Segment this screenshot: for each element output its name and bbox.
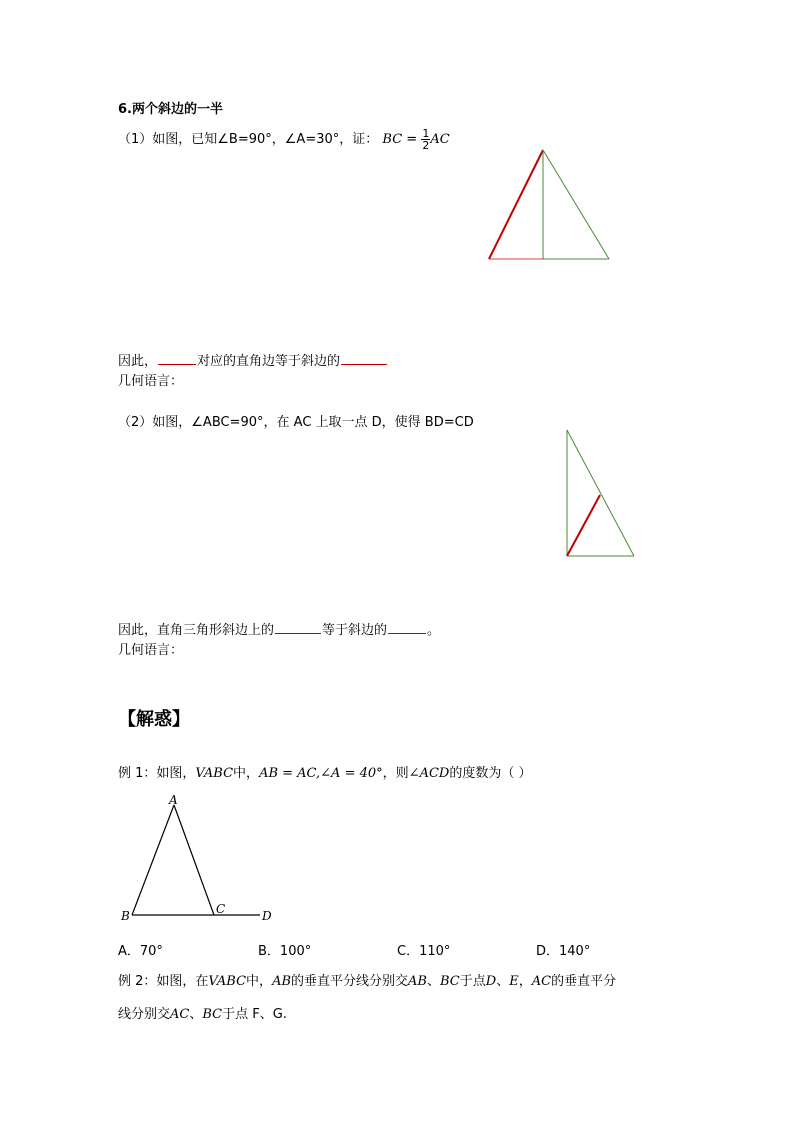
triangle-symbol: VABC — [195, 766, 234, 781]
figure-1-hypotenuse — [489, 150, 543, 259]
example-2-text: 的垂直平分线分别交 — [291, 974, 409, 989]
conclusion-2-prefix: 因此，直角三角形斜边上的 — [118, 623, 275, 638]
example-2-text: 的垂直平分 — [551, 974, 617, 989]
example-2-line-1 — [118, 970, 616, 989]
segment-ac: AC — [170, 1007, 190, 1022]
figure-2-triangle — [560, 425, 640, 565]
geometry-language-2: 几何语言： — [118, 643, 184, 658]
vertex-label-b: B — [121, 909, 130, 923]
answer-blank[interactable] — [158, 350, 196, 365]
formula-equals: = — [402, 132, 422, 147]
section-title: 6.两个斜边的一半 — [118, 102, 223, 117]
answer-blank[interactable] — [388, 619, 426, 634]
example-2-text: 于点 F、G. — [222, 1007, 287, 1022]
segment-ac: AC — [531, 974, 552, 989]
example-1-question — [118, 762, 531, 781]
example-2-text: 、 — [426, 974, 440, 989]
triangle-symbol: VABC — [208, 974, 247, 989]
problem-1 — [118, 128, 450, 151]
conclusion-1 — [118, 350, 388, 369]
segment-bc: BC — [440, 974, 460, 989]
fraction-half — [421, 128, 430, 151]
figure-3-side-ab — [132, 805, 174, 915]
jiehuo-heading: 【解惑】 — [118, 709, 190, 730]
figure-2-median — [567, 495, 600, 556]
example-1-suffix-a: ，则 — [382, 766, 409, 781]
geometry-language-1: 几何语言： — [118, 374, 184, 389]
option-c[interactable]: C．110° — [397, 944, 451, 959]
example-1-angle: ∠ACD — [408, 766, 450, 781]
example-2-line-2 — [118, 1003, 287, 1022]
conclusion-1-mid: 对应的直角边等于斜边的 — [197, 354, 341, 369]
example-2-text: 线分别交 — [118, 1007, 171, 1022]
segment-ab: AB — [272, 974, 292, 989]
point-e: E — [509, 974, 519, 989]
segment-bc: BC — [202, 1007, 223, 1022]
point-d: D — [485, 974, 497, 989]
figure-1-triangle — [480, 140, 620, 265]
answer-blank[interactable] — [275, 619, 321, 634]
vertex-label-a: A — [169, 793, 178, 807]
option-a[interactable]: A．70° — [118, 944, 163, 959]
example-2-text: 中， — [246, 974, 273, 989]
example-2-text: 、 — [496, 974, 510, 989]
example-2-text: ， — [518, 974, 532, 989]
example-1-prefix: 例 1：如图， — [118, 766, 196, 781]
example-1-condition: AB = AC,∠A = 40° — [259, 766, 383, 781]
example-1-suffix-b: 的度数为（ ） — [449, 766, 532, 781]
vertex-label-d: D — [262, 909, 272, 923]
figure-1-right-side — [543, 150, 609, 259]
example-1-mid: 中， — [233, 766, 260, 781]
problem-2: （2）如图，∠ABC=90°，在 AC 上取一点 D，使得 BD=CD — [118, 415, 474, 430]
problem-1-text: （1）如图，已知∠B=90°，∠A=30°，证： — [118, 132, 379, 147]
answer-blank[interactable] — [341, 350, 387, 365]
formula-ac: AC — [430, 132, 450, 147]
option-d[interactable]: D．140° — [536, 944, 591, 959]
formula-bc: BC — [382, 132, 403, 147]
figure-3-triangle — [118, 790, 288, 925]
example-2-text: 于点 — [459, 974, 486, 989]
fraction-numerator: 1 — [422, 127, 430, 140]
segment-ab: AB — [408, 974, 427, 989]
conclusion-2-end: 。 — [427, 623, 441, 638]
option-b[interactable]: B．100° — [258, 944, 312, 959]
conclusion-2-mid: 等于斜边的 — [322, 623, 388, 638]
conclusion-2 — [118, 619, 440, 638]
figure-3-side-ac — [174, 805, 214, 915]
vertex-label-c: C — [216, 902, 226, 916]
example-2-text: 、 — [189, 1007, 203, 1022]
conclusion-1-prefix: 因此， — [118, 354, 158, 369]
fraction-denominator: 2 — [422, 139, 430, 152]
example-2-text: 例 2：如图，在 — [118, 974, 209, 989]
